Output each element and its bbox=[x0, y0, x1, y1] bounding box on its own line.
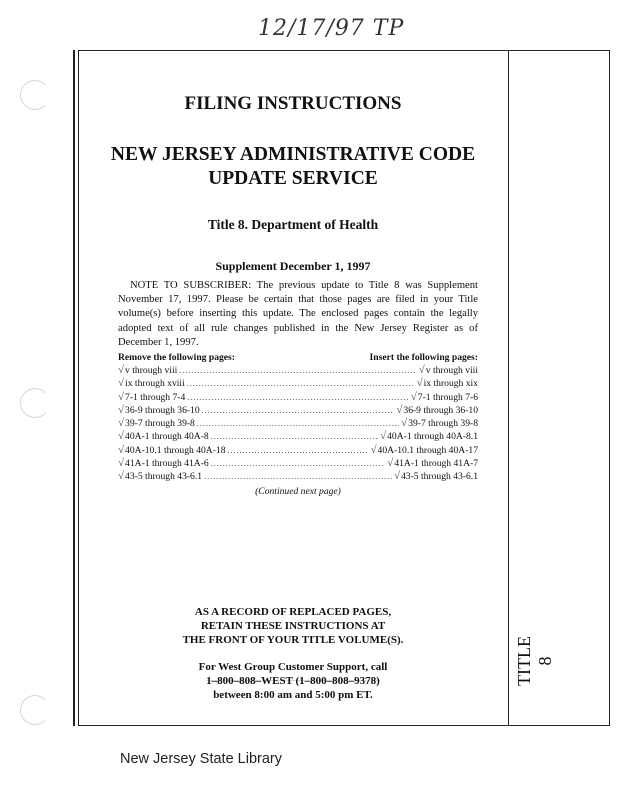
customer-support bbox=[78, 660, 508, 702]
check-mark-icon: √ bbox=[118, 377, 125, 390]
record-line: THE FRONT OF YOUR TITLE VOLUME(S). bbox=[182, 634, 404, 646]
title-tab bbox=[508, 50, 609, 725]
punch-hole-mark bbox=[20, 80, 50, 110]
check-mark-icon: √ bbox=[416, 377, 423, 390]
insert-pages: √39-7 through 39-8 bbox=[401, 417, 478, 430]
library-stamp: New Jersey State Library bbox=[120, 751, 282, 767]
page-title: FILING INSTRUCTIONS bbox=[184, 93, 402, 114]
table-row bbox=[118, 377, 478, 390]
table-row bbox=[118, 417, 478, 430]
leader-dots bbox=[211, 458, 386, 470]
remove-pages: √43-5 through 43-6.1 bbox=[118, 470, 203, 483]
check-mark-icon: √ bbox=[118, 417, 125, 430]
table-row bbox=[118, 430, 478, 443]
page-instructions-table bbox=[118, 352, 478, 497]
check-mark-icon: √ bbox=[396, 403, 403, 416]
table-row bbox=[118, 470, 478, 483]
remove-pages: √7-1 through 7-4 bbox=[118, 390, 186, 403]
check-mark-icon: √ bbox=[118, 470, 125, 483]
insert-pages: √ix through xix bbox=[416, 377, 478, 390]
table-row bbox=[118, 444, 478, 457]
insert-pages: √40A-10.1 through 40A-17 bbox=[370, 443, 478, 456]
remove-pages: √39-7 through 39-8 bbox=[118, 417, 195, 430]
leader-dots bbox=[202, 405, 395, 417]
title-tab-label: TITLE 8 bbox=[514, 636, 555, 686]
remove-pages: √40A-1 through 40A-8 bbox=[118, 430, 209, 443]
continued-note: (Continued next page) bbox=[255, 485, 341, 497]
leader-dots bbox=[179, 365, 416, 377]
insert-header: Insert the following pages: bbox=[369, 352, 478, 363]
check-mark-icon: √ bbox=[387, 457, 394, 470]
title-subtitle: Title 8. Department of Health bbox=[207, 217, 379, 232]
table-row bbox=[118, 457, 478, 470]
leader-dots bbox=[211, 431, 378, 443]
insert-pages: √40A-1 through 40A-8.1 bbox=[380, 430, 478, 443]
support-line: between 8:00 am and 5:00 pm ET. bbox=[213, 689, 373, 701]
check-mark-icon: √ bbox=[118, 403, 125, 416]
leader-dots bbox=[197, 418, 399, 430]
table-row bbox=[118, 404, 478, 417]
insert-pages: √36-9 through 36-10 bbox=[396, 403, 478, 416]
punch-hole-mark bbox=[20, 388, 50, 418]
punch-hole-mark bbox=[20, 695, 50, 725]
check-mark-icon: √ bbox=[401, 417, 408, 430]
remove-pages: √40A-10.1 through 40A-18 bbox=[118, 443, 226, 456]
check-mark-icon: √ bbox=[118, 390, 125, 403]
check-mark-icon: √ bbox=[118, 430, 125, 443]
check-mark-icon: √ bbox=[410, 390, 417, 403]
subscriber-note bbox=[118, 279, 478, 350]
table-row bbox=[118, 364, 478, 377]
leader-dots bbox=[187, 378, 415, 390]
code-title-line: NEW JERSEY ADMINISTRATIVE CODE bbox=[110, 144, 476, 165]
support-line: For West Group Customer Support, call bbox=[198, 661, 388, 673]
check-mark-icon: √ bbox=[118, 364, 125, 376]
record-instructions bbox=[78, 605, 508, 647]
code-title-line: UPDATE SERVICE bbox=[208, 168, 378, 189]
remove-pages: √41A-1 through 41A-6 bbox=[118, 457, 209, 470]
leader-dots bbox=[187, 392, 408, 404]
left-margin-rule bbox=[73, 50, 75, 726]
remove-pages: √v through viii bbox=[118, 364, 178, 376]
leader-dots bbox=[228, 445, 369, 457]
insert-pages: √v through viii bbox=[418, 364, 478, 376]
insert-pages: √41A-1 through 41A-7 bbox=[387, 457, 478, 470]
insert-pages: √43-5 through 43-6.1 bbox=[393, 470, 478, 483]
remove-pages: √36-9 through 36-10 bbox=[118, 403, 200, 416]
remove-pages: √ix through xviii bbox=[118, 377, 185, 390]
code-title bbox=[78, 143, 508, 191]
record-line: RETAIN THESE INSTRUCTIONS AT bbox=[200, 620, 386, 632]
support-phone: 1–800–808–WEST (1–800–808–9378) bbox=[206, 675, 380, 687]
leader-dots bbox=[204, 471, 392, 483]
handwritten-date-note: 12/17/97 TP bbox=[258, 16, 405, 41]
insert-pages: √7-1 through 7-6 bbox=[410, 390, 478, 403]
remove-header: Remove the following pages: bbox=[118, 352, 235, 363]
supplement-date: Supplement December 1, 1997 bbox=[215, 259, 371, 273]
check-mark-icon: √ bbox=[380, 430, 387, 443]
check-mark-icon: √ bbox=[418, 364, 425, 376]
check-mark-icon: √ bbox=[393, 470, 400, 483]
check-mark-icon: √ bbox=[370, 443, 377, 456]
record-line: AS A RECORD OF REPLACED PAGES, bbox=[194, 606, 392, 618]
check-mark-icon: √ bbox=[118, 443, 125, 456]
check-mark-icon: √ bbox=[118, 457, 125, 470]
table-row bbox=[118, 391, 478, 404]
subscriber-note-text: NOTE TO SUBSCRIBER: The previous update to Title 8 was Supplement November 17, 1997. Please be certain that those pages are filed in your Title volume(s) before inserting this update. The enclosed pages contain the legally adopted text of all rule changes published in the New Jersey Register as of December 1, 1997. bbox=[118, 280, 478, 348]
